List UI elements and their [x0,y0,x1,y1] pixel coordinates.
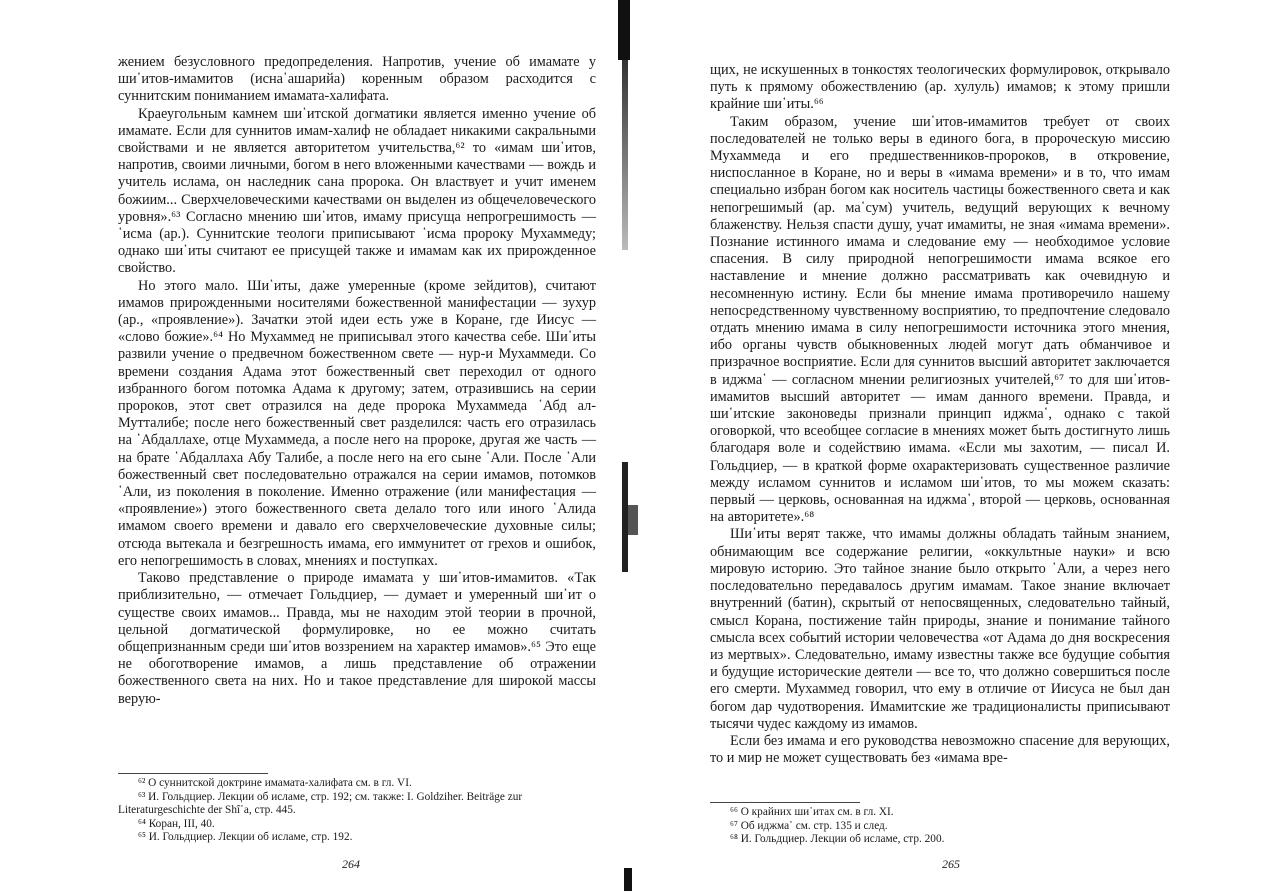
footnote: ⁶⁶ О крайних ши῾итах см. в гл. XI. [730,806,894,818]
footnote: ⁶³ И. Гольдциер. Лекции об исламе, стр. 192; см. также: I. Goldziher. Beiträge zur Literaturgeschichte der Shî῾a, стр. 445. [118,790,523,817]
book-spine-gutter [606,0,640,891]
paragraph: щих, не искушенных в тонкостях теологических формулировок, открывало путь к прямому обожествлению (ар. хулуль) имамов; к этому пришли крайние ши῾иты.⁶⁶ [710,62,1170,113]
paragraph: Таким образом, учение ши῾итов-имамитов требует от своих последователей не только веры в единого бога, в пророческую миссию Мухаммеда и его предшественников-пророков, в откровение, ниспосланное в Коране, но и веры в «имама времени» и в то, что имам специально избран богом как носитель частицы божественного света и как непогрешимый (ар. ма῾сум) учитель, ведущий верующих к вечному блаженству. Нельзя спасти душу, учат имамиты, не зная «имама времени». Познание истинного имама и следование ему — необходимое условие спасения. В силу природной непогрешимости имама всякое его наставление и мнение должно рассматривать как очевидную и несомненную истину. Если бы мнение имама противоречило нашему непосредственному чувственному восприятию, то предпочтение следовало отдать мнению имама в силу непогрешимости источника этого мнения, ибо органы чувств обыкновенных людей могут дать обманчивое и призрачное восприятие. Если для суннитов высший авторитет заключается в иджма῾ — согласном мнении религиозных учителей,⁶⁷ то для ши῾итов-имамитов высший авторитет — имам данного времени. Правда, и ши῾итские законоведы признали принцип иджма῾, однако с такой оговоркой, что всеобщее согласие в мнениях может быть достигнуто лишь благодаря воле и содействию имама. «Если мы захотим, — писал И. Гольдциер, — в краткой форме охарактеризовать существенное различие между исламом суннитов и исламом ши῾итов, то мы можем сказать: первый — церковь, основанная на иджма῾, второй — церковь, основанная на авторитете».⁶⁸ [710,113,1170,526]
paragraph: жением безусловного предопределения. Напротив, учение об имамате у ши῾итов-имамитов (исна῾ашарийа) коренным образом расходится с суннитским пониманием имамата-халифата. [118,54,596,105]
left-footnotes [118,777,596,845]
gutter-shadow [622,60,628,250]
left-page [0,0,630,891]
right-body-text [710,62,1170,767]
footnote-divider [118,773,268,774]
gutter-shadow [628,505,638,535]
paragraph: Ши῾иты верят также, что имамы должны обладать тайным знанием, обнимающим все содержание религии, «оккультные науки» и всю мировую историю. Это тайное знание было открыто ῾Али, а через него последовательно передавалось другим имамам. Такое знание включает внутренний (батин), скрытый от непосвященных, следовательно тайный, смысл Корана, постижение тайн природы, знание и понимание тайного смысла всех событий истории человечества «от Адама до дня воскресения из мертвых». Следовательно, имаму известны также все будущие события и будущие исторические деятели — все то, что должно совершиться после его смерти. Мухаммед говорил, что ему в отличие от Иисуса не был дан богом дар чудотворения. Имамитские же традиционалисты приписывают тысячи чудес каждому из имамов. [710,526,1170,732]
paragraph: Но этого мало. Ши῾иты, даже умеренные (кроме зейдитов), считают имамов прирожденными носителями божественной манифестации — зухур (ар., «проявление»). Зачатки этой идеи есть уже в Коране, где Иисус — «слово божие».⁶⁴ Но Мухаммед не приписывал этого качества себе. Ши῾иты развили учение о предвечном божественном свете — нур-и Мухаммеди. Со времени создания Адама этот божественный свет переходил от одного избранного богом потомка Адама к другому; затем, отразившись на серии пророков, этот свет отразился на деде пророка Мухаммеда ῾Абд ал-Мутталибе; после него божественный свет разделился: часть его отразилась на ῾Абдаллахе, отце Мухаммеда, а после него на пророке, другая же часть — на брате ῾Абдаллаха Абу Талибе, а после него на его сыне ῾Али. После ῾Али божественный свет последовательно отражался на серии имамов, потомков ῾Али, из поколения в поколение. Именно отражение (или манифестация — «проявление») этого божественного света делало того или иного ῾Алида имамом своего времени и давало его сверхчеловеческие духовные силы; отсюда вытекала и безгрешность имама, его иммунитет от грехов и ошибок, его непогрешимость в словах, мнениях и поступках. [118,277,596,569]
right-footnotes [710,806,1170,847]
page-number: 264 [342,857,360,871]
left-body-text [118,54,596,708]
page-number: 265 [942,857,960,871]
gutter-shadow [624,868,632,891]
footnote-divider [710,802,860,803]
footnote: ⁶⁸ И. Гольдциер. Лекции об исламе, стр. 200. [730,833,945,846]
footnote: ⁶² О суннитской доктрине имамата-халифата см. в гл. VI. [138,777,412,789]
footnote: ⁶⁵ И. Гольдциер. Лекции об исламе, стр. 192. [138,831,353,844]
right-page [640,0,1266,891]
paragraph: Краеугольным камнем ши῾итской догматики является именно учение об имамате. Если для суннитов имам-халиф не обладает никакими сакральными свойствами и не является авторитетом учительства,⁶² то «имам ши῾итов, напротив, своими личными, богом в него вложенными качествами — вождь и учитель ислама, он наследник сана пророка. Он властвует и учит именем божиим... Сверхчеловеческими качествами он выделен из общечеловеческого уровня».⁶³ Согласно мнению ши῾итов, имаму присуща непрогрешимость — ῾исма (ар.). Суннитские теологи приписывают ῾исма пророку Мухаммеду; однако ши῾иты считают ее присущей также и имамам как их прирожденное свойство. [118,105,596,277]
paragraph: Таково представление о природе имамата у ши῾итов-имамитов. «Так приблизительно, — отмечает Гольдциер, — думает и умеренный ши῾ит о существе своих имамов... Правда, мы не находим этой теории в прочной, цельной догматической формулировке, но ее можно считать общепризнанным среди ши῾итов воззрением на характер имамов».⁶⁵ Это еще не обоготворение имамов, а лишь представление об отражении божественного света на них. Но и такое представление для широкой массы верую- [118,570,596,707]
gutter-shadow [618,0,630,60]
footnote: ⁶⁴ Коран, III, 40. [138,817,215,830]
footnote: ⁶⁷ Об иджма῾ см. стр. 135 и след. [730,819,888,832]
paragraph: Если без имама и его руководства невозможно спасение для верующих, то и мир не может существовать без «имама вре- [710,732,1170,767]
